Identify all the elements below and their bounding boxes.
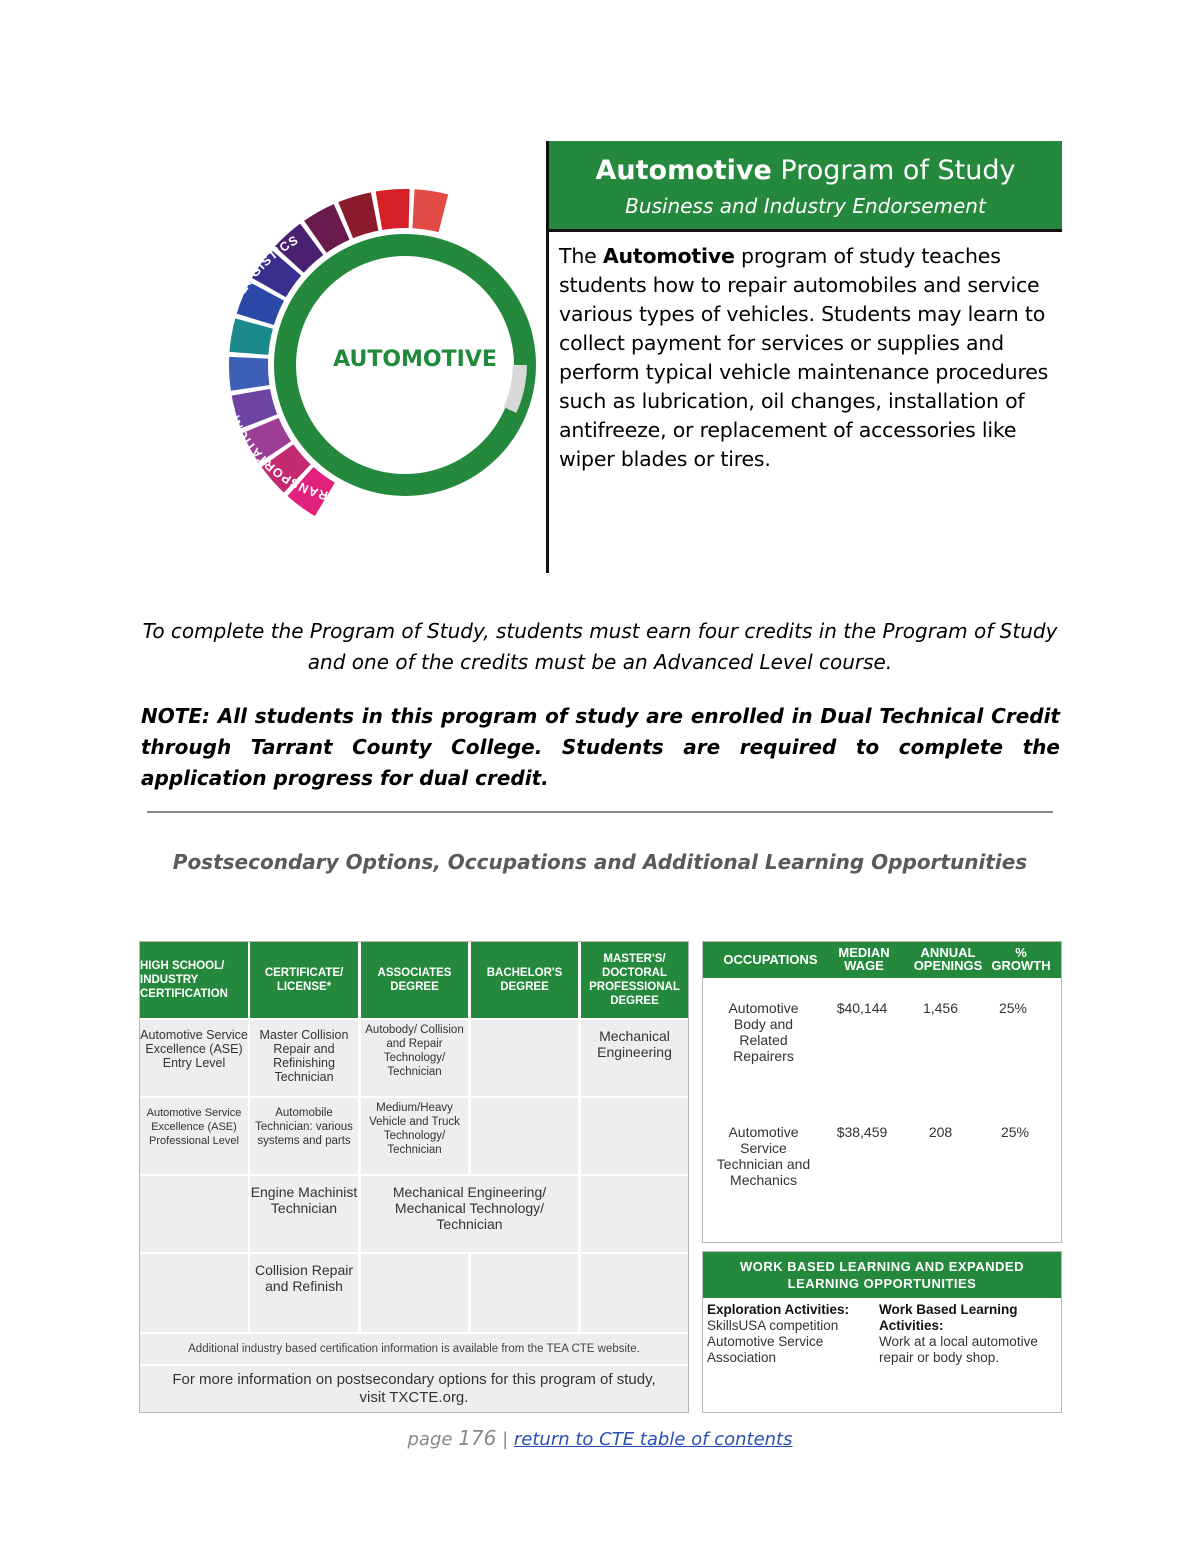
- growth-percent: 25%: [998, 1000, 1028, 1016]
- table-cell: [140, 1254, 248, 1332]
- exploration-title: Exploration Activities:: [707, 1302, 850, 1317]
- col-header-annual-openings: ANNUAL OPENINGS: [913, 945, 983, 973]
- table-cell: [471, 1020, 578, 1096]
- col-header-median-wage: MEDIAN WAGE: [838, 945, 890, 973]
- endorsement-subtitle: Business and Industry Endorsement: [625, 194, 986, 218]
- col-header-high-school: HIGH SCHOOL/ INDUSTRY CERTIFICATION: [140, 942, 248, 1018]
- growth-percent: 25%: [1000, 1124, 1030, 1140]
- table-cell: [140, 1176, 248, 1252]
- annual-openings: 1,456: [922, 1000, 959, 1016]
- table-cell: [581, 1098, 688, 1174]
- table-cell: [471, 1098, 578, 1174]
- occupations-table: [702, 941, 1062, 1243]
- table-cell: Automobile Technician: various systems and parts: [250, 1098, 358, 1174]
- table-cell: Master Collision Repair and Refinishing Technician: [250, 1020, 358, 1096]
- section-divider: [147, 811, 1053, 813]
- table-cell: [581, 1254, 688, 1332]
- page-footer: [0, 1426, 1200, 1450]
- program-description: [559, 242, 1055, 474]
- occupation-name: Automotive Service Technician and Mechanics: [716, 1124, 811, 1188]
- desc-lead: The: [559, 244, 603, 268]
- wheel-segment: [412, 189, 448, 232]
- wheel-segment: [229, 318, 272, 354]
- wheel-segment: [229, 357, 269, 391]
- col-header-masters: MASTER'S/ DOCTORAL PROFESSIONAL DEGREE: [581, 942, 688, 1018]
- occupation-name: Automotive Body and Related Repairers: [728, 1000, 799, 1064]
- more-info-text: For more information on postsecondary options for this program of study, visit TXCTE.org.: [140, 1366, 688, 1412]
- table-cell: Engine Machinist Technician: [250, 1176, 358, 1252]
- career-cluster-wheel: [180, 180, 545, 550]
- table-cell: Autobody/ Collision and Repair Technology/ Technician: [361, 1020, 468, 1096]
- annual-openings: 208: [928, 1124, 953, 1140]
- wbl-heading: WORK BASED LEARNING AND EXPANDED LEARNING OPPORTUNITIES: [703, 1252, 1061, 1298]
- table-cell: [581, 1176, 688, 1252]
- work-title: Work Based Learning Activities:: [879, 1302, 1018, 1333]
- requirement-text: To complete the Program of Study, students must earn four credits in the Program of Study and one of the credits must be an Advanced Level course.: [142, 619, 1058, 674]
- work-based-activities: [879, 1302, 1057, 1366]
- col-header-certificate: CERTIFICATE/ LICENSE*: [250, 942, 358, 1018]
- table-cell: [471, 1254, 578, 1332]
- median-wage: $40,144: [836, 1000, 888, 1016]
- wheel-gray-arc: [510, 365, 520, 410]
- table-cell: Collision Repair and Refinish: [250, 1254, 358, 1332]
- col-header-bachelors: BACHELOR'S DEGREE: [471, 942, 578, 1018]
- postsecondary-table: [139, 941, 689, 1413]
- toc-link[interactable]: return to CTE table of contents: [513, 1429, 793, 1450]
- table-cell: Automotive Service Excellence (ASE) Professional Level: [140, 1098, 248, 1174]
- industry-certification-note: Additional industry based certification information is available from the TEA CTE website.: [140, 1334, 688, 1364]
- wheel-center-label: AUTOMOTIVE: [333, 347, 497, 372]
- page-word: page: [407, 1429, 459, 1450]
- table-cell: Mechanical Engineering/ Mechanical Technology/ Technician: [361, 1176, 578, 1252]
- work-items: Work at a local automotive repair or body shop.: [879, 1334, 1038, 1365]
- col-header-associates: ASSOCIATES DEGREE: [361, 942, 468, 1018]
- postsecondary-heading: Postsecondary Options, Occupations and Additional Learning Opportunities: [172, 850, 1028, 874]
- program-banner: [549, 141, 1062, 232]
- wheel-ring-label: TRANSPORTATION, DISTRIBUTION & LOGISTICS: [215, 232, 338, 505]
- occupations-header: [703, 942, 1061, 978]
- exploration-items: SkillsUSA competition Automotive Service Association: [707, 1318, 839, 1365]
- page-number: 176: [458, 1426, 497, 1450]
- program-header: [546, 141, 1062, 573]
- col-header-occupations: OCCUPATIONS: [723, 952, 818, 967]
- table-cell: Mechanical Engineering: [581, 1020, 688, 1096]
- work-based-learning-box: [702, 1251, 1062, 1413]
- program-title: [549, 155, 1062, 186]
- footer-separator: |: [496, 1429, 514, 1450]
- desc-bold: Automotive: [602, 244, 735, 268]
- table-cell: [361, 1254, 468, 1332]
- table-cell: Automotive Service Excellence (ASE) Entry Level: [140, 1020, 248, 1096]
- dual-credit-note: NOTE: All students in this program of study are enrolled in Dual Technical Credit through Tarrant County College. Students are required to complete the application progress for dual credit.: [141, 704, 1060, 790]
- program-title-rest: Program of Study: [771, 155, 1016, 186]
- median-wage: $38,459: [836, 1124, 888, 1140]
- program-title-bold: Automotive: [595, 155, 772, 186]
- wheel-segment: [376, 189, 410, 230]
- desc-rest: program of study teaches students how to repair automobiles and service various types of vehicles. Students may learn to collect payment for services or supplies and perform typical vehicle maintenance procedures such as lubrication, oil changes, installation of antifreeze, or replacement of accessories like wiper blades or tires.: [559, 244, 1049, 471]
- exploration-activities: [707, 1302, 867, 1366]
- table-cell: Medium/Heavy Vehicle and Truck Technology/ Technician: [361, 1098, 468, 1174]
- col-header-growth: % GROWTH: [991, 945, 1051, 973]
